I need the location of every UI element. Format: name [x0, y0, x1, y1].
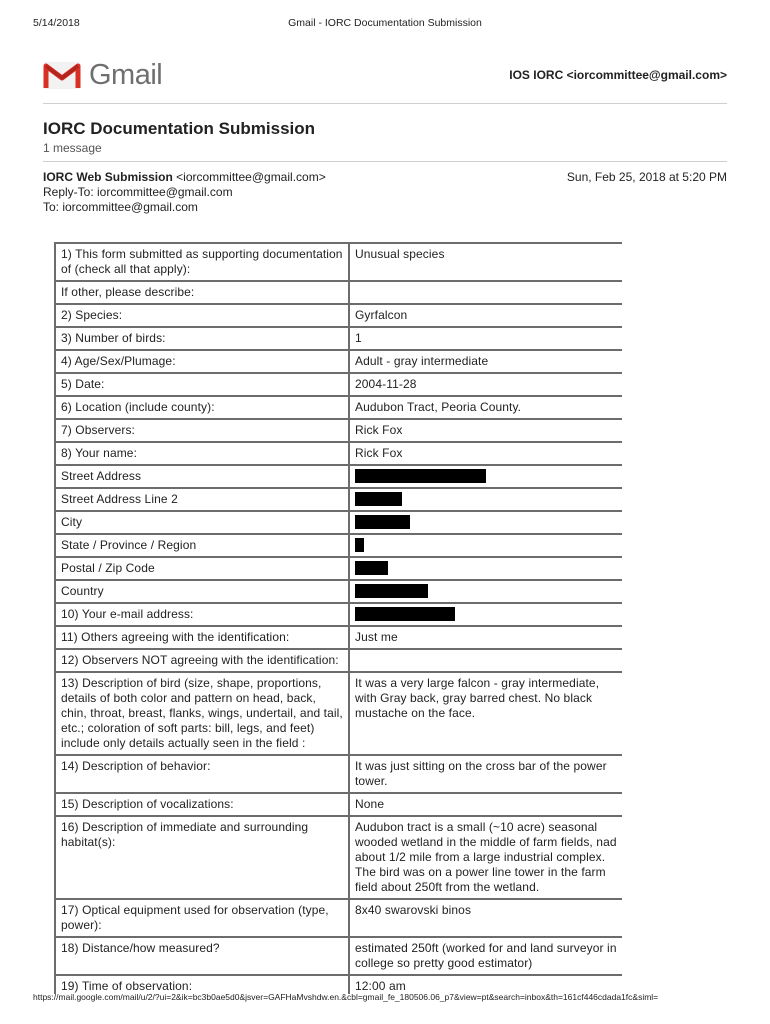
field-label: 13) Description of bird (size, shape, proportions, details of both color and pattern on head, back, chin, throat, breast, flanks, wings, undertail, and tail, etc.; coloration of soft parts: bill, legs, and feet) include only details actually seen in the field :	[55, 672, 349, 755]
table-row	[55, 281, 622, 304]
field-label: 7) Observers:	[55, 419, 349, 442]
message-date: Sun, Feb 25, 2018 at 5:20 PM	[566, 170, 727, 184]
sender-address: <iorcommittee@gmail.com>	[176, 170, 326, 184]
table-row	[55, 672, 622, 755]
table-row	[55, 304, 622, 327]
table-row	[55, 419, 622, 442]
table-row	[55, 243, 622, 281]
redaction-block	[355, 538, 364, 552]
field-label: Street Address	[55, 465, 349, 488]
field-label: 16) Description of immediate and surrounding habitat(s):	[55, 816, 349, 899]
redaction-block	[355, 492, 402, 506]
message-count: 1 message	[43, 141, 102, 155]
field-value: Audubon tract is a small (~10 acre) seasonal wooded wetland in the middle of farm fields, nad about 1/2 mile from a large industrial complex. The bird was on a power line tower in the farm field about 250ft from the wetland.	[349, 816, 622, 899]
table-row	[55, 557, 622, 580]
gmail-wordmark: Gmail	[89, 58, 163, 91]
redaction-block	[355, 561, 388, 575]
field-label: 12) Observers NOT agreeing with the identification:	[55, 649, 349, 672]
field-label: 11) Others agreeing with the identification:	[55, 626, 349, 649]
thread-subject: IORC Documentation Submission	[43, 119, 316, 138]
redaction-block	[355, 584, 428, 598]
gmail-envelope-icon	[43, 61, 81, 90]
reply-to-line: Reply-To: iorcommittee@gmail.com	[43, 185, 233, 199]
table-row	[55, 373, 622, 396]
table-row	[55, 580, 622, 603]
gmail-logo	[43, 59, 162, 91]
field-value: 8x40 swarovski binos	[349, 899, 622, 937]
field-value: None	[349, 793, 622, 816]
field-value: 2004-11-28	[349, 373, 622, 396]
field-label: Street Address Line 2	[55, 488, 349, 511]
field-value: It was just sitting on the cross bar of the power tower.	[349, 755, 622, 793]
field-label: 8) Your name:	[55, 442, 349, 465]
table-row	[55, 793, 622, 816]
field-label: Country	[55, 580, 349, 603]
table-row	[55, 534, 622, 557]
field-value: estimated 250ft (worked for and land surveyor in college so pretty good estimator)	[349, 937, 622, 975]
field-value	[349, 465, 622, 488]
field-label: 3) Number of birds:	[55, 327, 349, 350]
field-value	[349, 281, 622, 304]
table-row	[55, 937, 622, 975]
form-table	[54, 242, 622, 994]
field-value	[349, 511, 622, 534]
field-label: Postal / Zip Code	[55, 557, 349, 580]
field-label: 15) Description of vocalizations:	[55, 793, 349, 816]
field-label: 5) Date:	[55, 373, 349, 396]
table-row	[55, 816, 622, 899]
field-value	[349, 534, 622, 557]
field-label: 10) Your e-mail address:	[55, 603, 349, 626]
redaction-block	[355, 607, 455, 621]
field-value: 1	[349, 327, 622, 350]
print-url: https://mail.google.com/mail/u/2/?ui=2&ik=bc3b0ae5d0&jsver=GAFHaMvshdw.en.&cbl=gmail_fe_180506.06_p7&view=pt&search=inbox&th=161cf446cdada1fc&siml=	[33, 992, 659, 1002]
to-line: To: iorcommittee@gmail.com	[43, 200, 198, 214]
table-row	[55, 755, 622, 793]
field-label: If other, please describe:	[55, 281, 349, 304]
field-value: Gyrfalcon	[349, 304, 622, 327]
table-row	[55, 350, 622, 373]
submission-form	[54, 242, 622, 994]
field-value	[349, 488, 622, 511]
print-date: 5/14/2018	[33, 17, 80, 29]
field-value: Audubon Tract, Peoria County.	[349, 396, 622, 419]
field-value	[349, 580, 622, 603]
field-value	[349, 649, 622, 672]
field-label: State / Province / Region	[55, 534, 349, 557]
from-line	[43, 170, 326, 185]
field-label: 17) Optical equipment used for observation (type, power):	[55, 899, 349, 937]
table-row	[55, 603, 622, 626]
divider	[43, 161, 727, 162]
field-value: 12:00 am	[349, 975, 622, 994]
table-row	[55, 465, 622, 488]
field-value: Rick Fox	[349, 419, 622, 442]
field-label: 2) Species:	[55, 304, 349, 327]
field-label: 6) Location (include county):	[55, 396, 349, 419]
print-page-title: Gmail - IORC Documentation Submission	[288, 17, 482, 29]
field-value: Just me	[349, 626, 622, 649]
field-value: It was a very large falcon - gray intermediate, with Gray back, gray barred chest. No black mustache on the face.	[349, 672, 622, 755]
print-header	[0, 17, 770, 31]
account-label: IOS IORC <iorcommittee@gmail.com>	[509, 68, 727, 82]
field-label: 19) Time of observation:	[55, 975, 349, 994]
field-label: 14) Description of behavior:	[55, 755, 349, 793]
redaction-block	[355, 469, 486, 483]
table-row	[55, 327, 622, 350]
redaction-block	[355, 515, 410, 529]
field-label: 18) Distance/how measured?	[55, 937, 349, 975]
field-value: Unusual species	[349, 243, 622, 281]
field-value: Adult - gray intermediate	[349, 350, 622, 373]
divider	[43, 103, 727, 104]
table-row	[55, 442, 622, 465]
sender-name: IORC Web Submission	[43, 170, 173, 184]
field-value	[349, 557, 622, 580]
message-meta	[43, 170, 326, 215]
field-value	[349, 603, 622, 626]
field-value: Rick Fox	[349, 442, 622, 465]
table-row	[55, 899, 622, 937]
table-row	[55, 396, 622, 419]
field-label: City	[55, 511, 349, 534]
table-row	[55, 511, 622, 534]
table-row	[55, 649, 622, 672]
table-row	[55, 626, 622, 649]
field-label: 4) Age/Sex/Plumage:	[55, 350, 349, 373]
table-row	[55, 488, 622, 511]
field-label: 1) This form submitted as supporting documentation of (check all that apply):	[55, 243, 349, 281]
